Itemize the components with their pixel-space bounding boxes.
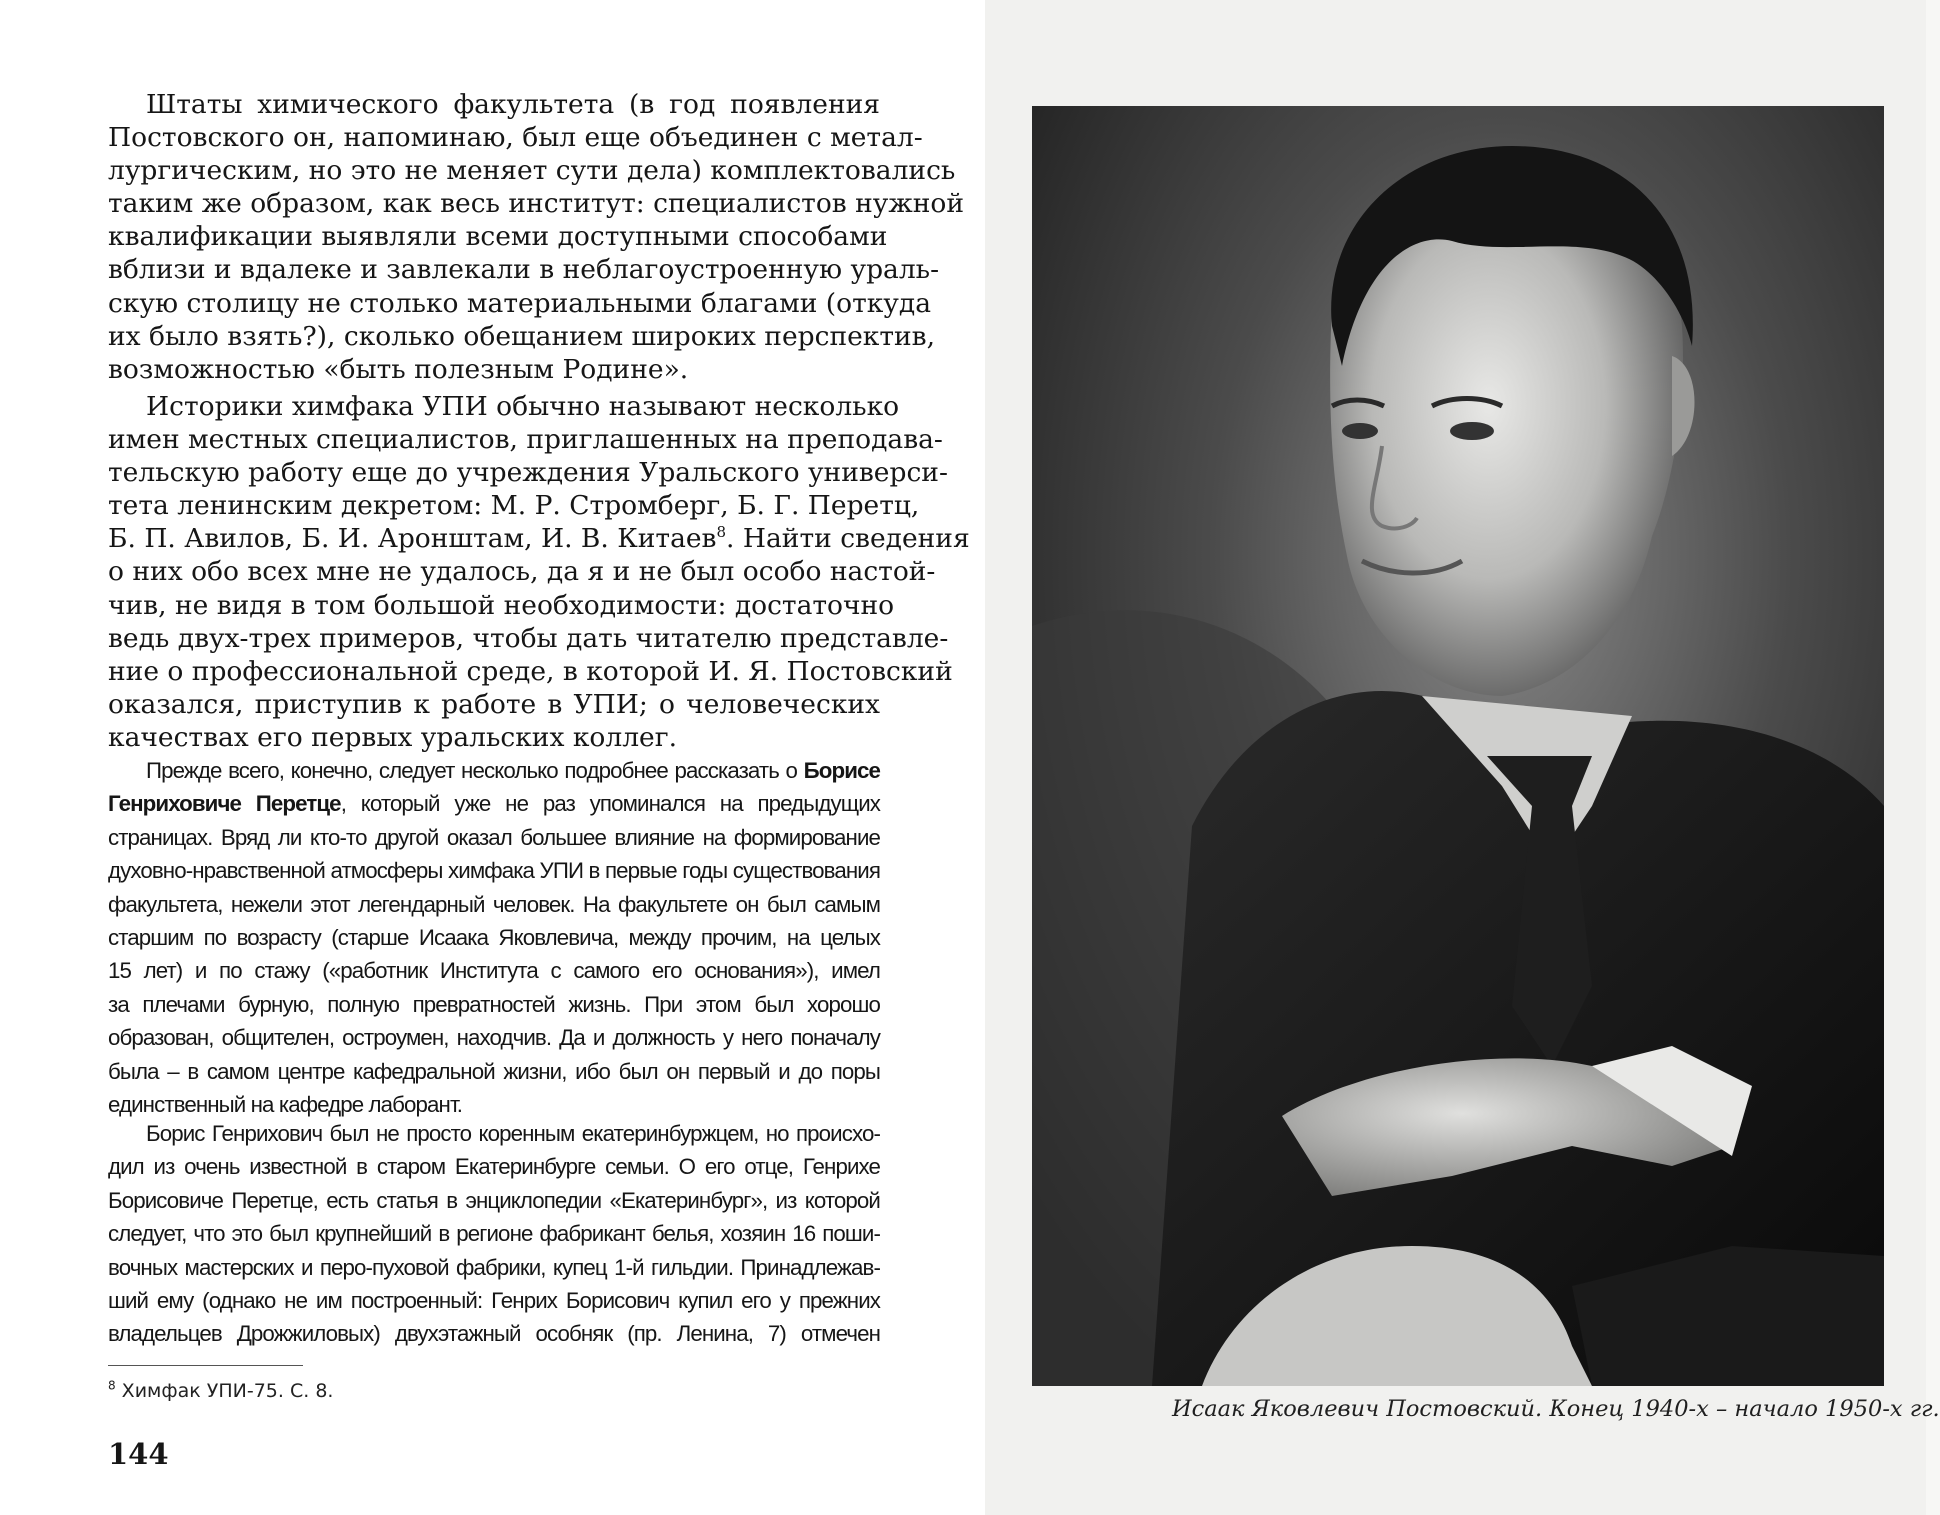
- footnote-text: Химфак УПИ-75. С. 8.: [115, 1380, 334, 1402]
- footnote-ref: 8: [716, 523, 727, 542]
- text-line: следует, что это был крупнейший в регионе фабрикант белья, хозяин 16 поши-: [108, 1221, 880, 1247]
- footnote-marker: 8: [108, 1378, 116, 1393]
- paragraph-3: [108, 754, 880, 1121]
- text-line: вочных мастерских и перо-пуховой фабрики, купец 1-й гильдии. Принадлежав-: [108, 1254, 880, 1280]
- text-line: [108, 754, 880, 787]
- text-line: скую столицу не столько материальными благами (откуда: [108, 287, 932, 319]
- text-line: лургическим, но это не меняет сути дела) комплектовались: [108, 155, 956, 187]
- text-line: Штаты химического факультета (в год появления: [146, 89, 880, 120]
- text-line: [108, 522, 970, 555]
- text-fragment: . Найти сведения: [726, 523, 970, 555]
- text-line: [108, 787, 880, 820]
- text-line: о них обо всех мне не удалось, да я и не был особо настой-: [108, 556, 936, 588]
- text-line: тета ленинским декретом: М. Р. Стромберг, Б. Г. Перетц,: [108, 490, 920, 522]
- text-line: вблизи и вдалеке и завлекали в неблагоустроенную ураль-: [108, 254, 940, 286]
- text-fragment: Прежде всего, конечно, следует несколько подробнее рассказать о: [146, 758, 804, 783]
- text-line: чив, не видя в том большой необходимости: достаточно: [108, 589, 895, 621]
- text-line: Историки химфака УПИ обычно называют несколько: [146, 391, 900, 422]
- paragraph-4: [108, 1117, 880, 1351]
- text-line: таким же образом, как весь институт: специалистов нужной: [108, 188, 965, 220]
- text-line: старшим по возрасту (старше Исаака Яковлевича, между прочим, на целых: [108, 924, 880, 950]
- footnote: [108, 1380, 333, 1402]
- text-line: качествах его первых уральских коллег.: [108, 721, 678, 753]
- footnote-divider: [108, 1365, 303, 1366]
- bold-name: Генриховиче Перетце: [108, 791, 341, 817]
- text-line: Борис Генрихович был не просто коренным екатеринбуржцем, но происхо-: [146, 1121, 880, 1146]
- photo-caption: Исаак Яковлевич Постовский. Конец 1940-х – начало 1950-х гг.: [1172, 1396, 1940, 1422]
- text-line: тельскую работу еще до учреждения Уральского универси-: [108, 457, 948, 489]
- portrait-photo: [1032, 106, 1884, 1386]
- text-line: их было взять?), сколько обещанием широких перспектив,: [108, 320, 936, 352]
- text-line: за плечами бурную, полную превратностей жизнь. При этом был хорошо: [108, 991, 880, 1017]
- text-line: оказался, приступив к работе в УПИ; о человеческих: [108, 688, 880, 720]
- text-line: квалификации выявляли всеми доступными способами: [108, 221, 888, 253]
- text-line: 15 лет) и по стажу («работник Института с самого его основания»), имел: [108, 958, 880, 984]
- text-line: возможностью «быть полезным Родине».: [108, 353, 689, 385]
- text-line: владельцев Дрожжиловых) двухэтажный особняк (пр. Ленина, 7) отмечен: [108, 1321, 880, 1347]
- text-fragment: , который уже не раз упоминался на предыдущих: [340, 791, 881, 817]
- portrait-image: [1032, 106, 1884, 1386]
- text-fragment: Б. П. Авилов, Б. И. Аронштам, И. В. Китаев: [108, 523, 717, 555]
- text-line: была – в самом центре кафедральной жизни, ибо был он первый и до поры: [108, 1058, 880, 1084]
- bold-name: Борисе: [803, 758, 880, 783]
- text-line: факультета, нежели этот легендарный человек. На факультете он был самым: [108, 891, 880, 917]
- text-line: Борисовиче Перетце, есть статья в энциклопедии «Екатеринбург», из которой: [108, 1187, 880, 1213]
- text-line: образован, общителен, остроумен, находчив. Да и должность у него поначалу: [108, 1025, 880, 1051]
- paragraph-1: [108, 88, 965, 386]
- text-line: дил из очень известной в старом Екатеринбурге семьи. О его отце, Генрихе: [108, 1154, 880, 1180]
- text-line: имен местных специалистов, приглашенных на преподава-: [108, 424, 943, 456]
- paragraph-2: [108, 390, 970, 754]
- text-line: Постовского он, напоминаю, был еще объединен с метал-: [108, 122, 923, 154]
- text-line: ние о профессиональной среде, в которой И. Я. Постовский: [108, 655, 953, 687]
- text-line: страницах. Вряд ли кто-то другой оказал большее влияние на формирование: [108, 824, 880, 850]
- page-number: 144: [108, 1437, 169, 1471]
- text-line: духовно-нравственной атмосферы химфака УПИ в первые годы существования: [108, 858, 880, 884]
- text-line: ведь двух-трех примеров, чтобы дать читателю представле-: [108, 622, 949, 654]
- text-line: ший ему (однако не им построенный: Генрих Борисович купил его у прежних: [108, 1287, 880, 1313]
- text-line: единственный на кафедре лаборант.: [108, 1091, 463, 1117]
